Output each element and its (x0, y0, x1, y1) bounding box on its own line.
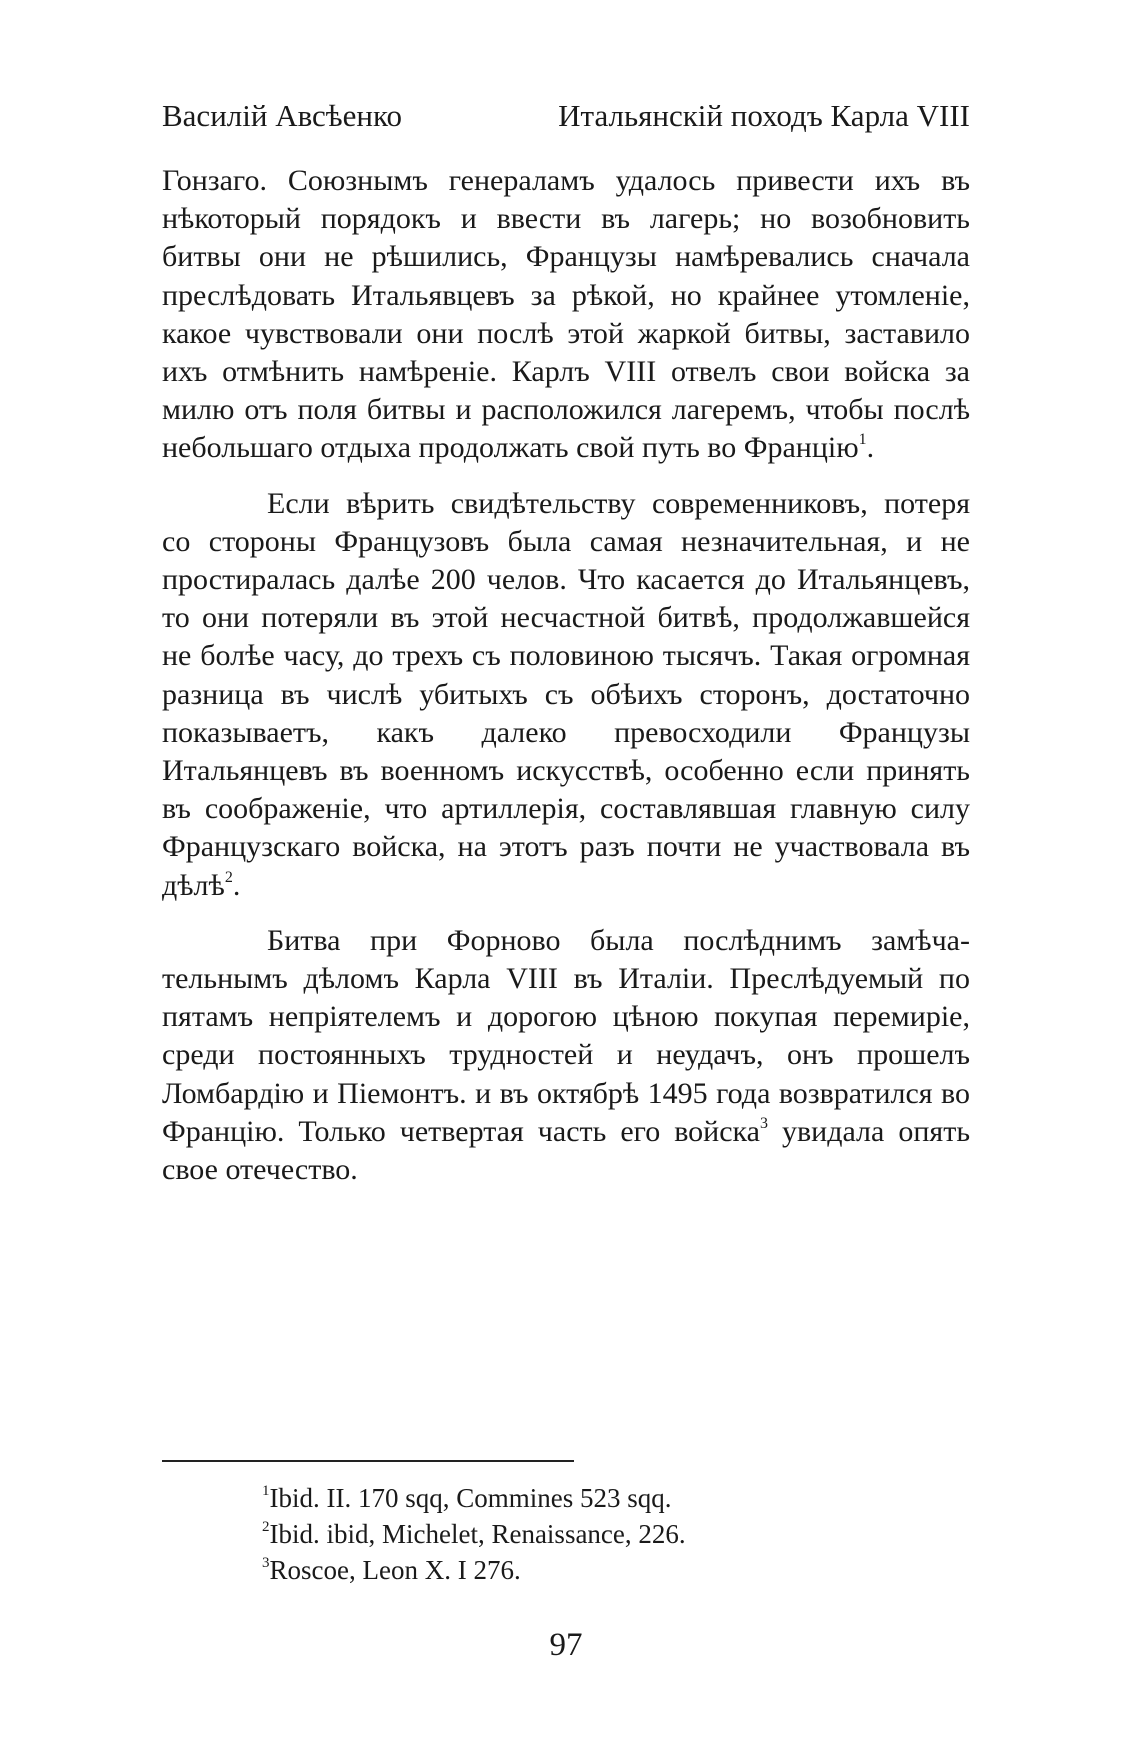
running-head-author: Василій Авсѣенко (162, 98, 402, 133)
paragraph-text-end: . (232, 868, 241, 902)
footnote-mark: 3 (262, 1555, 270, 1571)
footnote-text: Ibid. II. 170 sqq, Commines 523 sqq. (269, 1483, 672, 1513)
footnote-2 (262, 1516, 962, 1552)
body-text (162, 162, 970, 1189)
paragraph-text: Гонзаго. Союзнымъ генераламъ удалось привести ихъ въ нѣкоторый порядокъ и ввести въ лагерь; но возобновить битвы они не рѣшились, Французы намѣревались сначала преслѣдовать Итальявцевъ за рѣкой, но крайнее утомленіе, какое чувствовали они послѣ этой жаркой битвы, заставило ихъ отмѣнить намѣреніе. Карлъ VIII отвелъ свои войска за милю отъ поля битвы и расположился лагеремъ, чтобы послѣ небольшаго отдыха продолжать свой путь во Францію (162, 164, 970, 465)
running-head (162, 96, 970, 136)
footnote-mark: 2 (262, 1519, 270, 1535)
footnote-mark: 1 (262, 1483, 270, 1499)
footnote-divider (162, 1460, 574, 1462)
footnote-3 (262, 1552, 962, 1588)
footnotes (262, 1480, 962, 1588)
footnote-reference: 3 (759, 1114, 768, 1132)
footnote-text: Ibid. ibid, Michelet, Renaissance, 226. (269, 1519, 686, 1549)
paragraph-2 (162, 485, 970, 905)
paragraph-1 (162, 162, 970, 468)
footnote-1 (262, 1480, 962, 1516)
paragraph-3 (162, 922, 970, 1189)
paragraph-text-end: . (866, 431, 875, 465)
footnote-reference: 1 (858, 431, 867, 449)
paragraph-text-end: увидала опять свое отечество. (162, 1114, 971, 1187)
paragraph-text: Если вѣрить свидѣтельству современниковъ, потеря со стороны Французовъ была самая незначительная, и не простиралась далѣе 200 челов. Что касается до Итальянцевъ, то они потеряли въ этой несчастной битвѣ, продолжавшейся не болѣе часу, до трехъ съ половиною тысячъ. Такая огромная разница въ числѣ убитыхъ съ обѣихъ сторонъ, достаточно показываетъ, какъ далеко превосходили Французы Итальянцевъ въ военномъ искусствѣ, особенно если принять въ соображеніе, что артиллерія, составлявшая главную силу Французскаго войска, на этотъ разъ почти не участвовала въ дѣлѣ (162, 486, 970, 902)
paragraph-text: Битва при Форново была послѣднимъ замѣчательнымъ дѣломъ Карла VIII въ Италіи. Преслѣдуемый по пятамъ непріятелемъ и дорогою цѣною покупая перемиріе, среди постоянныхъ трудностей и неудачъ, онъ прошелъ Ломбардію и Піемонтъ. и въ октябрѣ 1495 года возвратился во Францію. Только четвертая часть его войска (162, 923, 970, 1148)
book-page (162, 0, 970, 1761)
page-number: 97 (549, 1627, 583, 1663)
footnote-reference: 2 (224, 868, 233, 886)
running-head-title: Итальянскій походъ Карла VIII (558, 98, 970, 133)
footnote-text: Roscoe, Leon X. I 276. (269, 1555, 521, 1585)
